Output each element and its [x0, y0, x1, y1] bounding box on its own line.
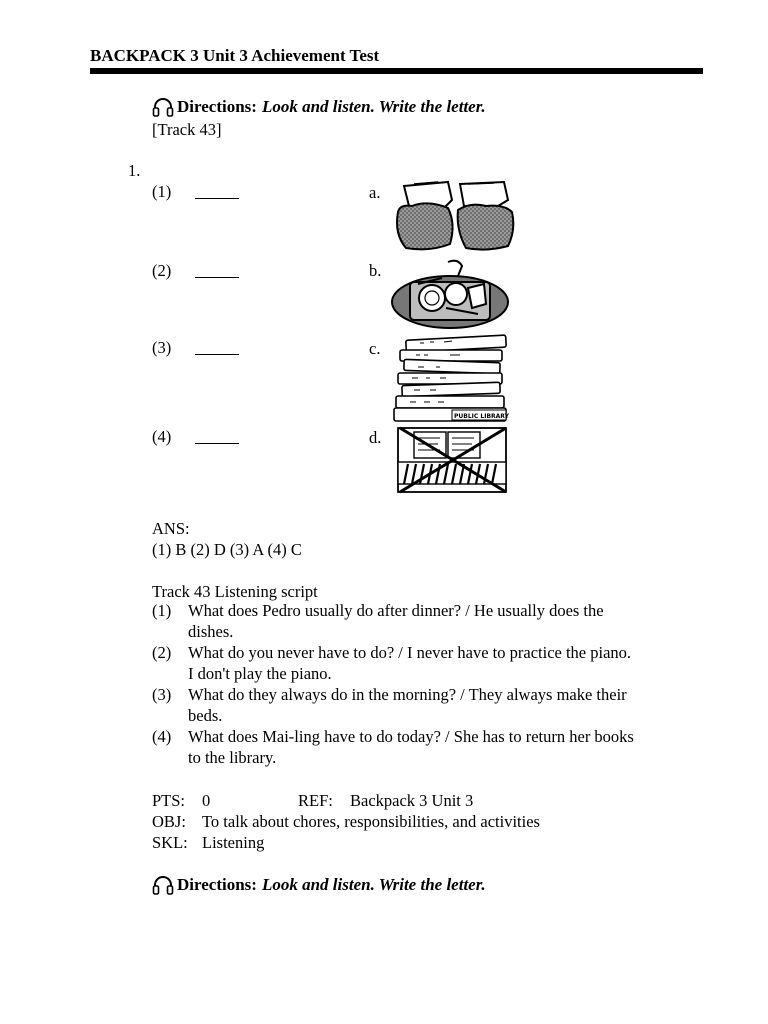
option-c-letter: c. [369, 339, 381, 358]
answer-blank-1 [195, 186, 239, 199]
item-1-number: (1) [152, 182, 172, 201]
script-line-1-text: What does Pedro usually do after dinner? / He usually does the [188, 601, 604, 620]
answer-blank-2 [195, 265, 239, 278]
script-line-2-number: (2) [152, 643, 172, 662]
directions-label: Directions: [177, 97, 257, 116]
dishes-sink-picture [388, 258, 512, 334]
item-3-number: (3) [152, 338, 172, 357]
script-line-3-text: What do they always do in the morning? / They always make their [188, 685, 627, 704]
answer-blank-4 [195, 431, 239, 444]
skl-label: SKL: [152, 833, 188, 852]
script-line-3 [152, 684, 672, 726]
option-a-letter: a. [369, 183, 381, 202]
answer-blank-3 [195, 342, 239, 355]
script-line-2-text-cont: I don't play the piano. [188, 664, 332, 683]
piano-crossed-out-picture [390, 424, 512, 496]
directions-instruction: Look and listen. Write the letter. [261, 875, 486, 894]
library-books-picture [390, 334, 512, 426]
script-line-3-text-cont: beds. [188, 706, 223, 725]
script-line-1-text-cont: dishes. [188, 622, 234, 641]
header-rule [90, 68, 703, 74]
skl-row [152, 833, 264, 853]
ref-value: Backpack 3 Unit 3 [350, 791, 474, 810]
obj-row [152, 812, 540, 832]
script-title: Track 43 Listening script [152, 582, 318, 601]
directions-bottom [152, 875, 486, 895]
script-line-2 [152, 642, 672, 684]
library-label: PUBLIC LIBRARY [454, 413, 509, 420]
question-number: 1. [128, 161, 141, 180]
script-line-2-text: What do you never have to do? / I never have to practice the piano. [188, 643, 632, 662]
script-list [152, 600, 672, 768]
script-line-4-text: What does Mai-ling have to do today? / She has to return her books [188, 727, 634, 746]
script-line-1-number: (1) [152, 601, 172, 620]
item-2-number: (2) [152, 261, 172, 280]
headphones-icon [152, 97, 174, 117]
item-4-number: (4) [152, 427, 172, 446]
script-line-1 [152, 600, 672, 642]
directions-instruction: Look and listen. Write the letter. [261, 97, 486, 116]
answer-label: ANS: [152, 519, 190, 538]
unmade-beds-picture [390, 178, 518, 256]
directions-label: Directions: [177, 875, 257, 894]
obj-label: OBJ: [152, 812, 186, 831]
answer-value: (1) B (2) D (3) A (4) C [152, 540, 302, 559]
headphones-icon [152, 875, 174, 895]
skl-value: Listening [202, 833, 265, 852]
pts-row [152, 791, 473, 811]
script-line-4-number: (4) [152, 727, 172, 746]
script-line-3-number: (3) [152, 685, 172, 704]
script-line-4 [152, 726, 672, 768]
track-number: [Track 43] [152, 120, 222, 139]
pts-label: PTS: [152, 791, 186, 810]
pts-value: 0 [202, 791, 211, 810]
obj-value: To talk about chores, responsibilities, and activities [202, 812, 540, 831]
option-d-letter: d. [369, 428, 382, 447]
ref-label: REF: [298, 791, 333, 810]
test-title: BACKPACK 3 Unit 3 Achievement Test [90, 46, 380, 65]
option-b-letter: b. [369, 261, 382, 280]
script-line-4-text-cont: to the library. [188, 748, 277, 767]
directions-top [152, 97, 486, 117]
